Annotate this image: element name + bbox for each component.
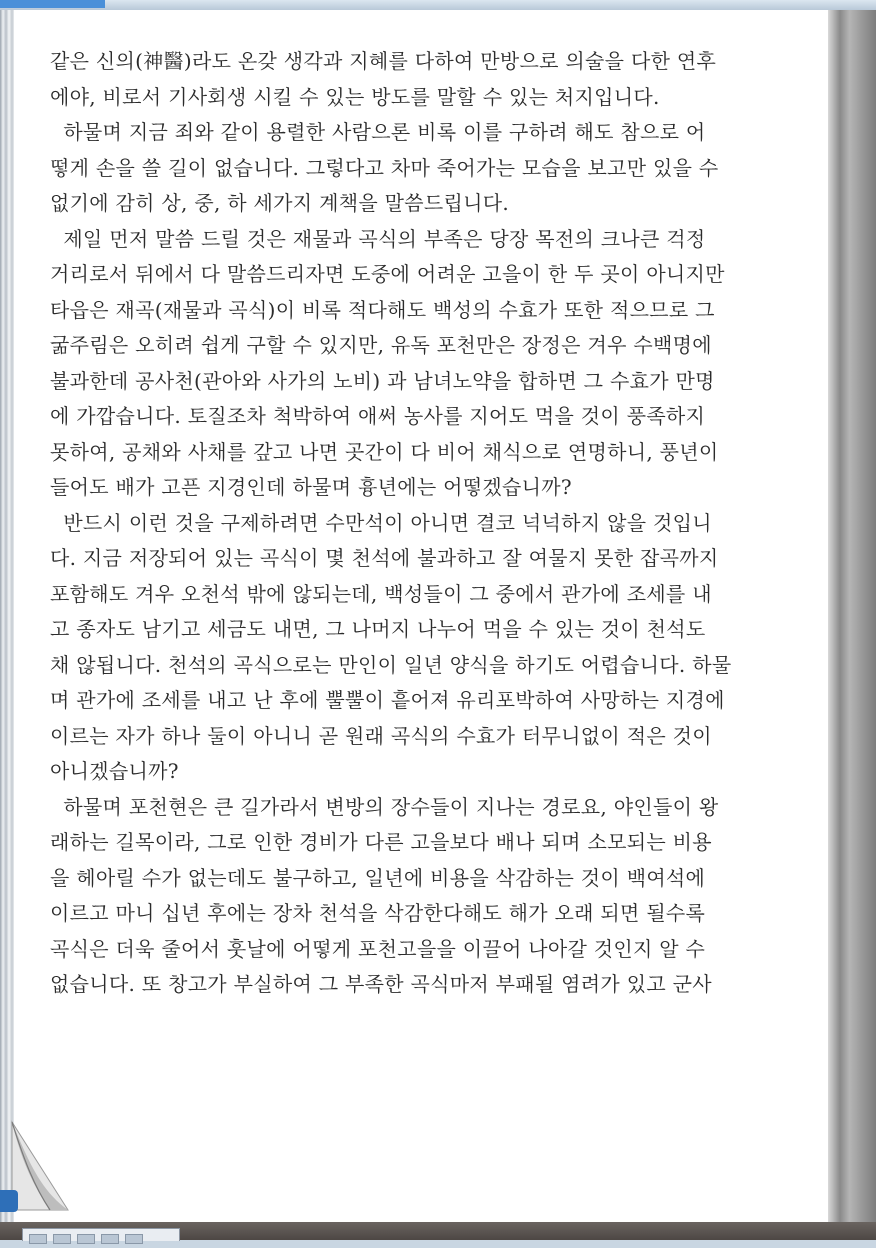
text-line: 래하는 길목이라, 그로 인한 경비가 다른 고을보다 배나 되며 소모되는 비용 (50, 830, 712, 854)
toolbar-button-4[interactable] (101, 1234, 119, 1244)
toolbar-button-1[interactable] (29, 1234, 47, 1244)
book-page (14, 10, 828, 1222)
text-line: 불과한데 공사천(관아와 사가의 노비) 과 남녀노약을 합하면 그 수효가 만명 (50, 368, 715, 393)
text-line: 제일 먼저 말씀 드릴 것은 재물과 곡식의 부족은 당장 목전의 크나큰 걱정 (50, 226, 706, 251)
text-line: 채 않됩니다. 천석의 곡식으로는 만인이 일년 양식을 하기도 어렵습니다. 하물 (50, 652, 732, 677)
text-line: 타읍은 재곡(재물과 곡식)이 비록 적다해도 백성의 수효가 또한 적으므로 그 (50, 297, 715, 322)
book-left-page-edges (0, 10, 14, 1224)
text-line: 아니겠습니까? (50, 759, 179, 783)
text-line: 하물며 지금 죄와 같이 용렬한 사람으론 비록 이를 구하려 해도 참으로 어 (50, 120, 706, 144)
text-line: 거리로서 뒤에서 다 말씀드리자면 도중에 어려운 고을이 한 두 곳이 아니지만 (50, 262, 725, 286)
mini-toolbar[interactable] (22, 1228, 180, 1241)
toolbar-button-5[interactable] (125, 1234, 143, 1244)
toolbar-button-3[interactable] (77, 1234, 95, 1244)
side-nav-tab[interactable] (0, 1190, 18, 1212)
reader-top-bar (0, 0, 876, 10)
text-line: 다. 지금 저장되어 있는 곡식이 몇 천석에 불과하고 잘 여물지 못한 잡곡까지 (50, 546, 719, 570)
text-line: 반드시 이런 것을 구제하려면 수만석이 아니면 결코 넉넉하지 않을 것입니 (50, 510, 712, 535)
text-line: 없기에 감히 상, 중, 하 세가지 계책을 말씀드립니다. (50, 191, 509, 215)
text-line: 이르고 마니 십년 후에는 장차 천석을 삭감한다해도 해가 오래 되면 될수록 (50, 901, 706, 925)
text-line: 에 가깝습니다. 토질조차 척박하여 애써 농사를 지어도 먹을 것이 풍족하지 (50, 404, 706, 428)
text-line: 며 관가에 조세를 내고 난 후에 뿔뿔이 흩어져 유리포박하여 사망하는 지경에 (50, 688, 725, 712)
text-line: 포함해도 겨우 오천석 밖에 않되는데, 백성들이 그 중에서 관가에 조세를 내 (50, 581, 712, 606)
text-line: 하물며 포천현은 큰 길가라서 변방의 장수들이 지나는 경로요, 야인들이 왕 (50, 794, 719, 819)
text-line: 없습니다. 또 창고가 부실하여 그 부족한 곡식마저 부패될 염려가 있고 군사 (50, 972, 712, 996)
text-line: 고 종자도 남기고 세금도 내면, 그 나머지 나누어 먹을 수 있는 것이 천석도 (50, 617, 706, 641)
text-line: 같은 신의(神醫)라도 온갖 생각과 지혜를 다하여 만방으로 의술을 다한 연후 (50, 49, 717, 73)
page-curl-corner-icon[interactable] (10, 1120, 70, 1212)
reading-progress-bar (0, 0, 105, 8)
text-line: 들어도 배가 고픈 지경인데 하물며 흉년에는 어떻겠습니까? (50, 475, 572, 499)
text-line: 을 헤아릴 수가 없는데도 불구하고, 일년에 비용을 삭감하는 것이 백여석에 (50, 865, 706, 890)
page-text (50, 44, 830, 1003)
page-turn-right-edge[interactable] (828, 10, 876, 1224)
text-line: 곡식은 더욱 줄어서 훗날에 어떻게 포천고을을 이끌어 나아갈 것인지 알 수 (50, 936, 706, 961)
text-line: 에야, 비로서 기사회생 시킬 수 있는 방도를 말할 수 있는 처지입니다. (50, 84, 660, 109)
text-line: 이르는 자가 하나 둘이 아니니 곧 원래 곡식의 수효가 터무니없이 적은 것이 (50, 723, 712, 748)
text-line: 굶주림은 오히려 쉽게 구할 수 있지만, 유독 포천만은 장정은 겨우 수백명에 (50, 333, 712, 357)
toolbar-button-2[interactable] (53, 1234, 71, 1244)
text-line: 떻게 손을 쓸 길이 없습니다. 그렇다고 차마 죽어가는 모습을 보고만 있을 수 (50, 155, 719, 180)
text-line: 못하여, 공채와 사채를 갚고 나면 곳간이 다 비어 채식으로 연명하니, 풍년이 (50, 439, 719, 464)
